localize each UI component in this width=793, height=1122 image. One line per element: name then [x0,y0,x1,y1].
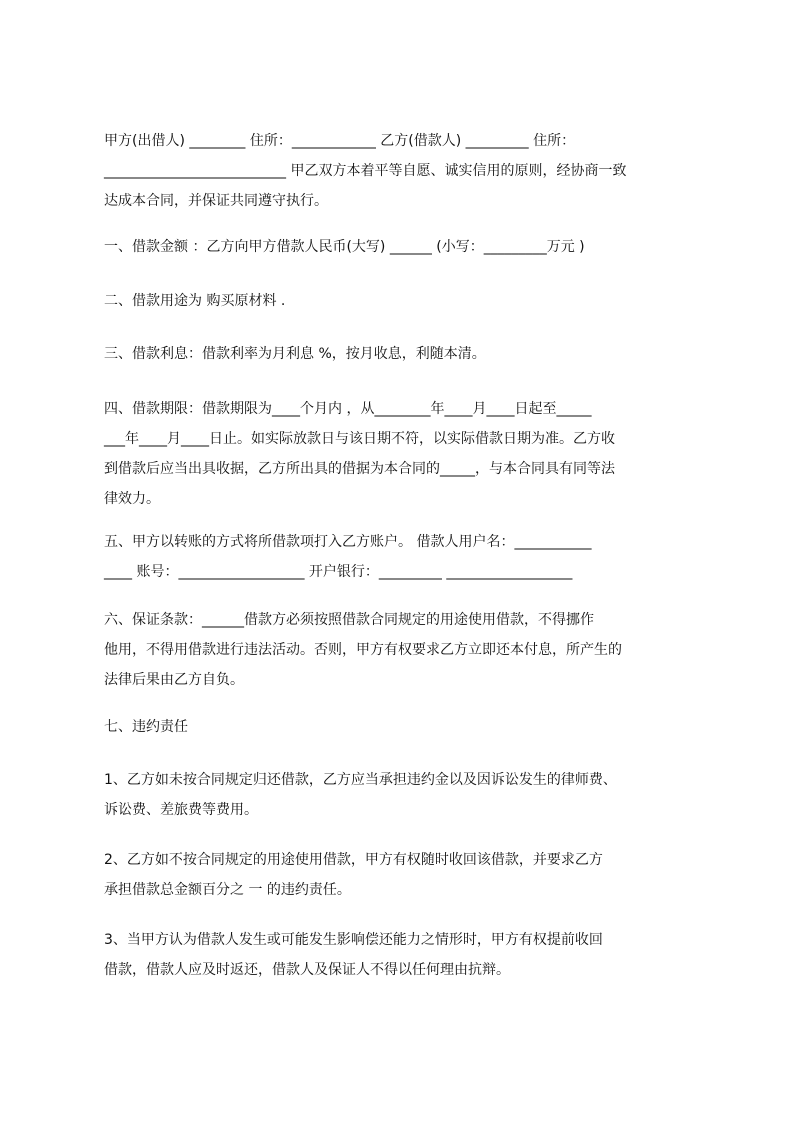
text-line: 三、借款利息：借款利率为月利息 %，按月收息，利随本清。 [104,346,486,362]
text-line: 一、借款金额 ：乙方向甲方借款人民币(大写) ______ (小写：_________万元 ) [104,239,585,255]
paragraph-clause-5 [104,527,704,587]
paragraph-clause-7-1 [104,765,704,825]
text-line: 2、乙方如不按合同规定的用途使用借款，甲方有权随时收回该借款，并要求乙方 [104,852,603,868]
text-line: 达成本合同，并保证共同遵守执行。 [104,193,328,209]
paragraph-clause-7 [104,712,704,742]
text-line: 他用，不得用借款进行违法活动。否则，甲方有权要求乙方立即还本付息，所产生的 [104,642,622,658]
text-line: ____ 账号：__________________ 开户银行：_________ __________________ [104,564,573,580]
paragraph-clause-7-3 [104,925,704,985]
text-line: 诉讼费、差旅费等费用。 [104,802,258,818]
text-line: __________________________ 甲乙双方本着平等自愿、诚实信用的原则，经协商一致 [104,163,627,179]
text-line: 到借款后应当出具收据，乙方所出具的借据为本合同的_____，与本合同具有同等法 [104,461,615,477]
text-line: 甲方(出借人) ________ 住所：____________ 乙方(借款人) _________ 住所： [104,133,576,149]
paragraph-clause-2 [104,286,704,316]
paragraph-clause-7-2 [104,845,704,905]
text-line: 3、当甲方认为借款人发生或可能发生影响偿还能力之情形时，甲方有权提前收回 [104,932,603,948]
text-line: 承担借款总金额百分之 一 的违约责任。 [104,882,351,898]
paragraph-clause-3 [104,339,704,369]
text-line: 律效力。 [104,491,160,507]
paragraph-clause-1 [104,232,704,262]
text-line: 四、借款期限：借款期限为____个月内 ，从________年____月____日起至_____ [104,401,592,417]
text-line: 法律后果由乙方自负。 [104,672,244,688]
paragraph-parties [104,126,704,216]
paragraph-clause-6 [104,605,704,695]
text-line: ___年____月____日止。如实际放款日与该日期不符，以实际借款日期为准。乙方收 [104,431,615,447]
text-line: 五、甲方以转账的方式将所借款项打入乙方账户。 借款人用户名：___________ [104,534,592,550]
paragraph-clause-4 [104,394,704,514]
text-line: 1、乙方如未按合同规定归还借款，乙方应当承担违约金以及因诉讼发生的律师费、 [104,772,617,788]
text-line: 七、违约责任 [104,719,188,735]
text-line: 借款，借款人应及时返还，借款人及保证人不得以任何理由抗辩。 [104,962,510,978]
text-line: 二、借款用途为 购买原材料 . [104,293,286,309]
text-line: 六、保证条款：______借款方必须按照借款合同规定的用途使用借款，不得挪作 [104,612,594,628]
